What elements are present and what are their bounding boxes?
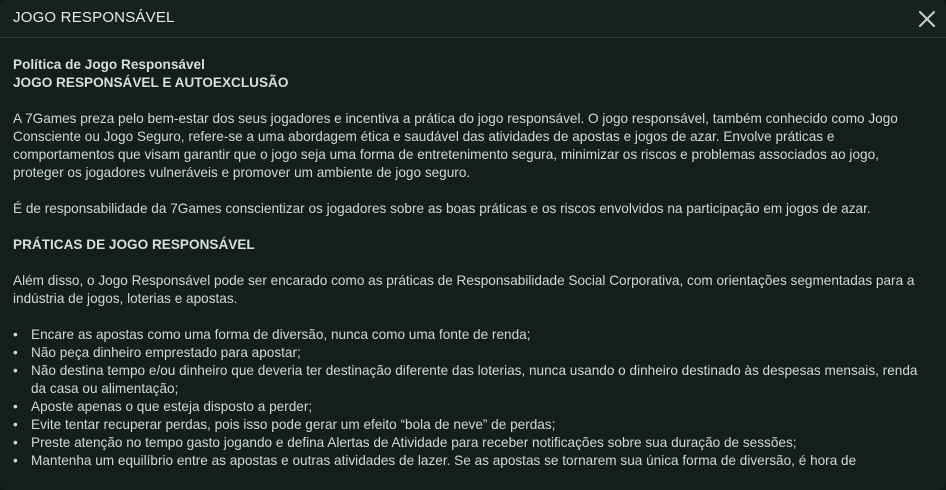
- bullet-icon: •: [13, 363, 18, 378]
- list-item: • Não peça dinheiro emprestado para apostar;: [13, 345, 301, 360]
- intro-paragraph: A 7Games preza pelo bem-estar dos seus jogadores e incentiva a prática do jogo responsável. O jogo responsável, também conhecido como Jogo Consciente ou Jogo Seguro, refere-se a uma abordagem ética e saudável das atividades de apostas e jogos de azar. Envolve práticas e comportamentos que visam garantir que o jogo seja uma forma de entretenimento segura, minimizar os riscos e problemas associados ao jogo, proteger os jogadores vulneráveis e promover um ambiente de jogo seguro.: [13, 111, 898, 180]
- social-responsibility-paragraph: Além disso, o Jogo Responsável pode ser encarado como as práticas de Responsabilidade Social Corporativa, com orientações segmentadas para a indústria de jogos, loterias e apostas.: [13, 273, 915, 306]
- modal-title: JOGO RESPONSÁVEL: [13, 9, 175, 26]
- policy-title: Política de Jogo Responsável: [13, 57, 205, 72]
- bullet-icon: •: [13, 345, 18, 360]
- list-item: • Evite tentar recuperar perdas, pois isso pode gerar um efeito “bola de neve” de perdas;: [13, 417, 556, 432]
- list-item: • Preste atenção no tempo gasto jogando e defina Alertas de Atividade para receber notificações sobre sua duração de sessões;: [13, 435, 797, 450]
- modal-content: [13, 56, 933, 470]
- list-item: • Aposte apenas o que esteja disposto a perder;: [13, 399, 313, 414]
- close-icon: [914, 6, 940, 32]
- modal-header: [0, 0, 946, 38]
- practices-list: [13, 326, 933, 470]
- bullet-icon: •: [13, 435, 18, 450]
- practices-title: PRÁTICAS DE JOGO RESPONSÁVEL: [13, 237, 255, 252]
- bullet-icon: •: [13, 327, 18, 342]
- section-title: JOGO RESPONSÁVEL E AUTOEXCLUSÃO: [13, 75, 289, 90]
- responsibility-paragraph: É de responsabilidade da 7Games conscientizar os jogadores sobre as boas práticas e os riscos envolvidos na participação em jogos de azar.: [13, 201, 871, 216]
- close-button[interactable]: [914, 6, 940, 32]
- list-item: • Não destina tempo e/ou dinheiro que deveria ter destinação diferente das loterias, nunca usando o dinheiro destinado às despesas mensais, renda da casa ou alimentação;: [13, 363, 918, 396]
- bullet-icon: •: [13, 417, 18, 432]
- list-item: • Encare as apostas como uma forma de diversão, nunca como uma fonte de renda;: [13, 327, 531, 342]
- bullet-icon: •: [13, 399, 18, 414]
- list-item: • Mantenha um equilíbrio entre as apostas e outras atividades de lazer. Se as apostas se tornarem sua única forma de diversão, é hora de: [13, 453, 857, 468]
- bullet-icon: •: [13, 453, 18, 468]
